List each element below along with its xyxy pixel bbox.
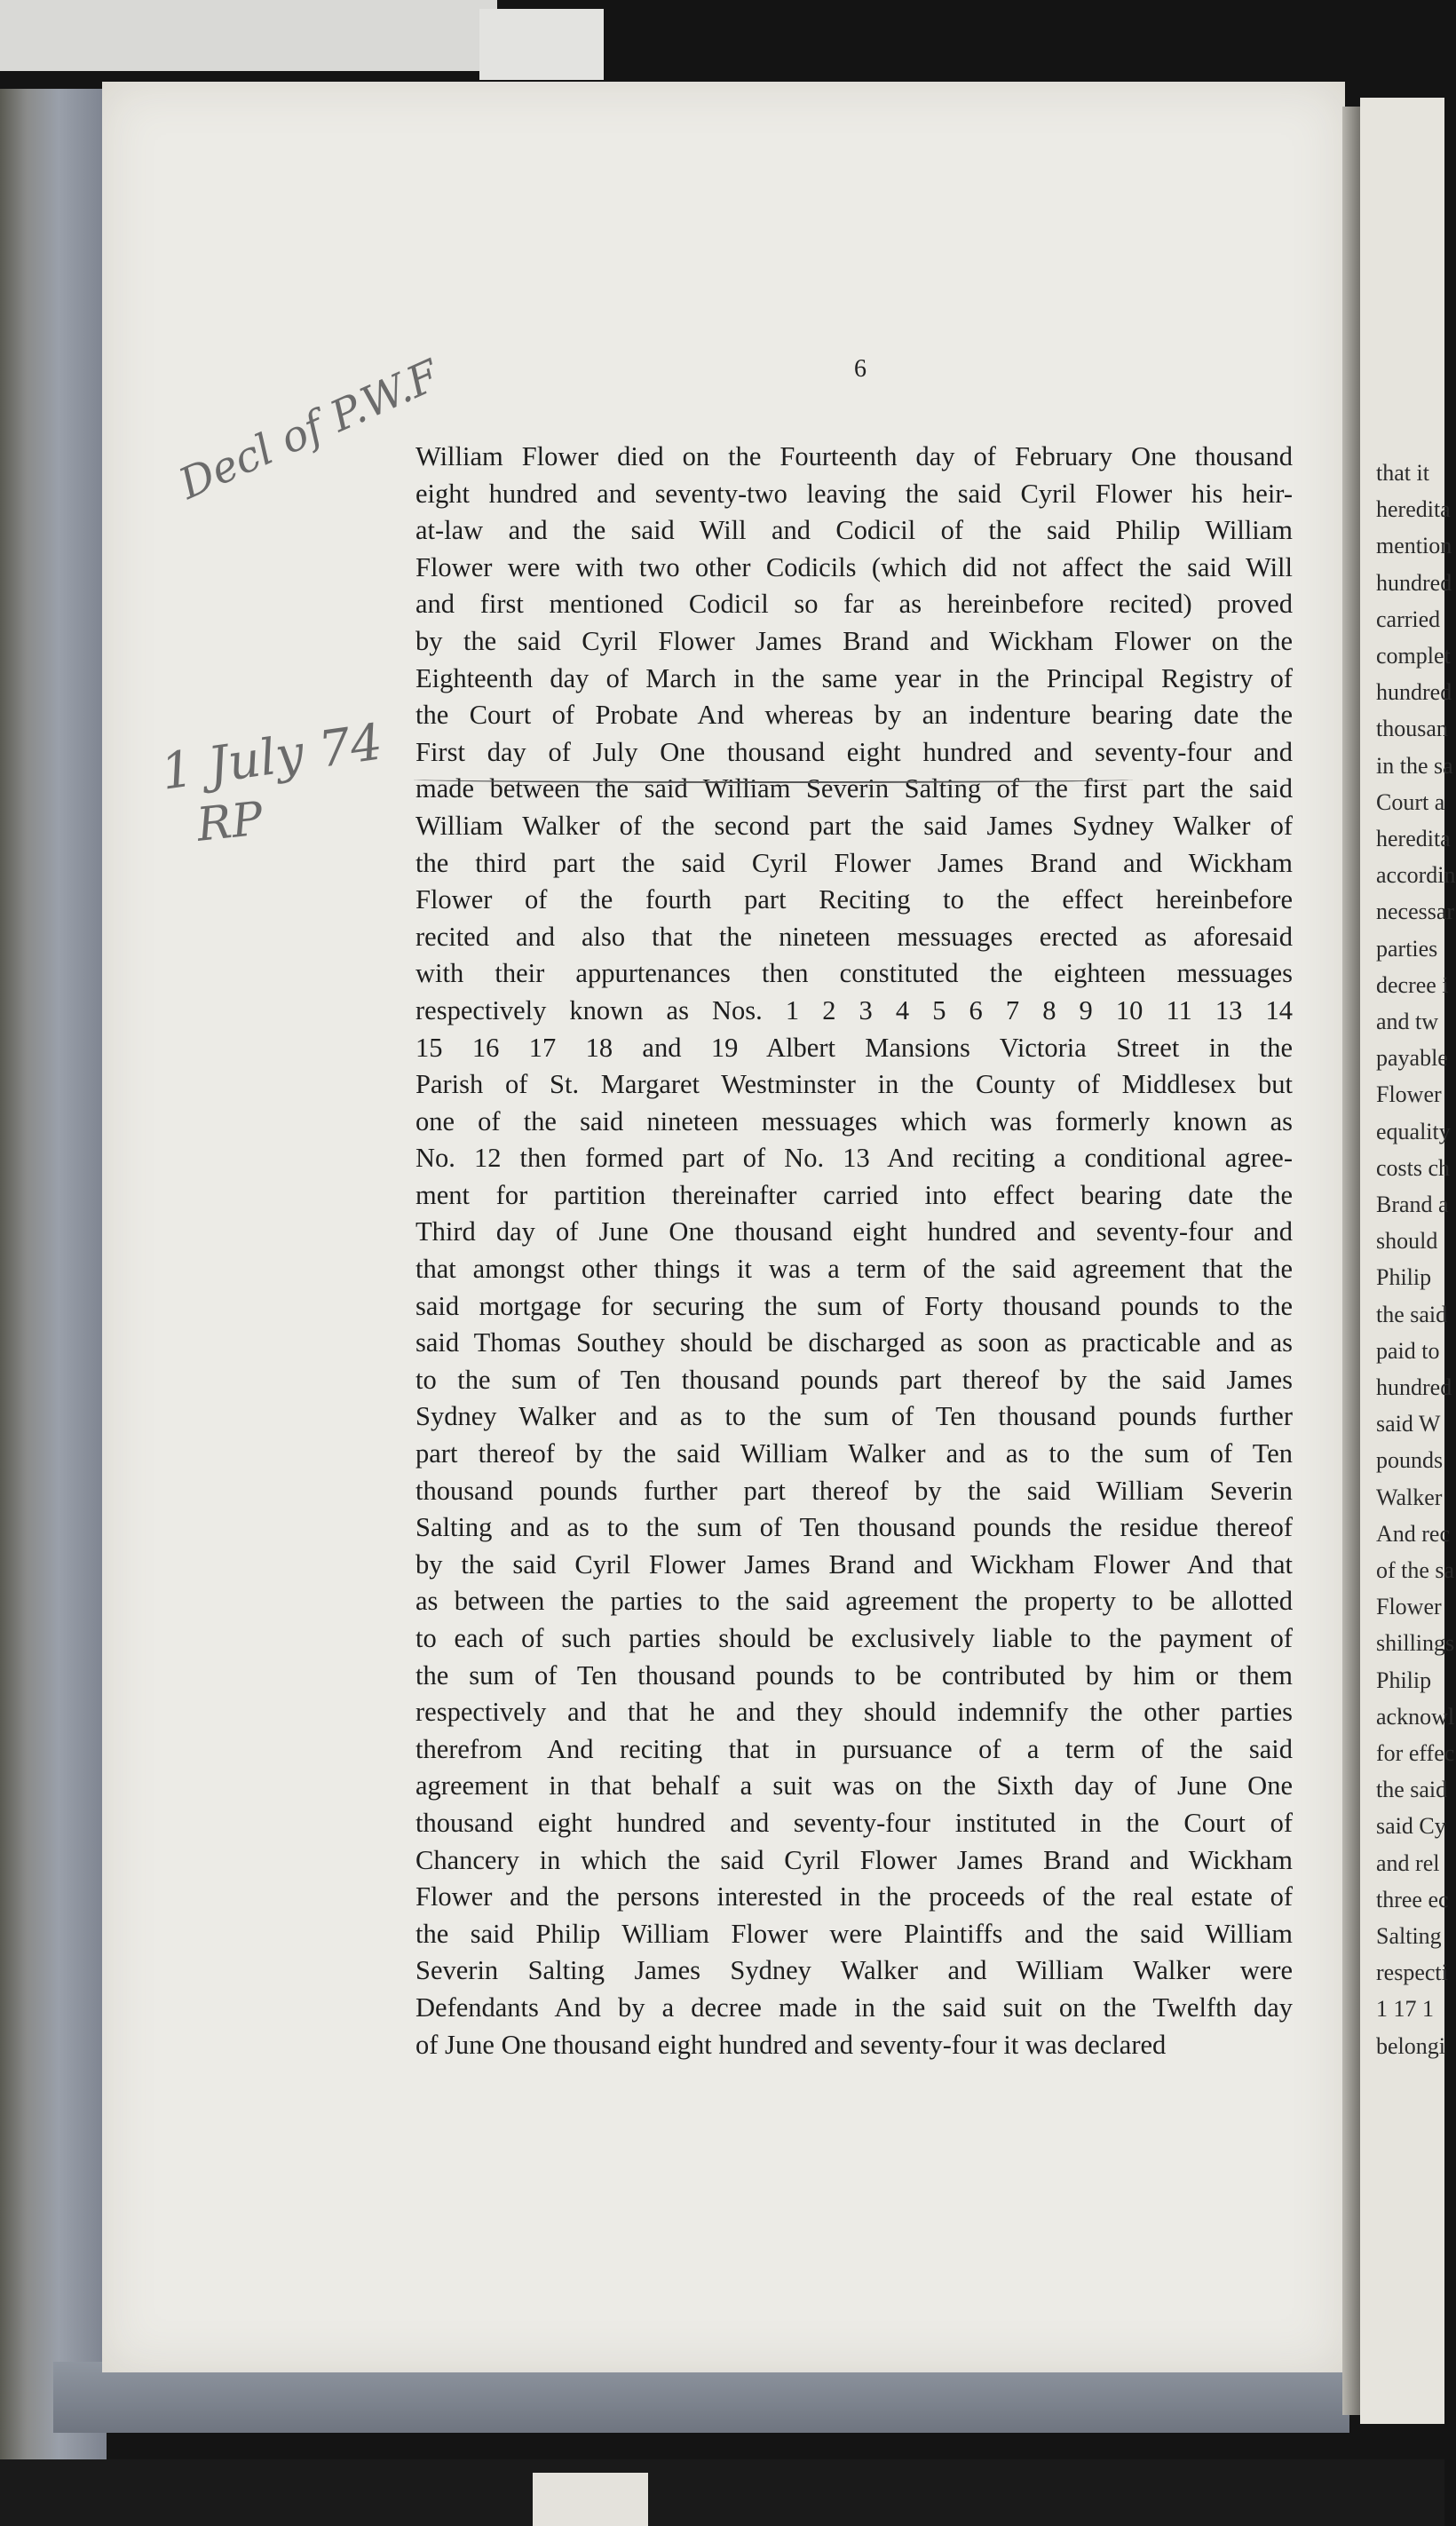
page-number: 6 (854, 355, 866, 383)
facing-page-line: Walker (1376, 1484, 1443, 1510)
facing-page-line: pounds (1376, 1447, 1444, 1474)
facing-page-line: carried (1376, 606, 1441, 632)
facing-page-line: the said (1376, 1777, 1448, 1803)
facing-page-line: paid to (1376, 1337, 1440, 1364)
text-line: No. 12 then formed part of No. 13 And reciting a conditional agree- (415, 1143, 1293, 1174)
facing-page-line: should (1376, 1228, 1438, 1255)
text-line: recited and also that the nineteen messuages erected as aforesaid (415, 921, 1293, 952)
facing-page-line: Court a (1376, 788, 1445, 815)
text-line: Eighteenth day of March in the same year in the Principal Registry of (415, 662, 1293, 693)
text-line: William Walker of the second part the said James Sydney Walker of (415, 810, 1293, 841)
scanner-bed (0, 2459, 1444, 2526)
facing-page-line: and tw (1376, 1009, 1439, 1034)
text-line: First day of July One thousand eight hundred and seventy-four and (415, 736, 1293, 767)
text-line: to each of such parties should be exclusively liable to the payment of (415, 1623, 1293, 1653)
scan-tab (479, 9, 604, 80)
text-line: Defendants And by a decree made in the said suit on the Twelfth day (415, 1992, 1293, 2023)
facing-page-line: for effec (1376, 1740, 1455, 1766)
facing-page-line: in the sa (1376, 752, 1453, 779)
text-line: said Thomas Southey should be discharged as soon as practicable and as (415, 1327, 1293, 1358)
facing-page-line: necessar (1376, 899, 1455, 925)
facing-page-line: 1 17 1 (1376, 1996, 1434, 2023)
text-line: by the said Cyril Flower James Brand and Wickham Flower on the (415, 625, 1293, 656)
facing-page-line: hundred (1376, 679, 1452, 706)
facing-page-line: And rec (1376, 1520, 1451, 1547)
facing-page-line: the said (1376, 1301, 1448, 1327)
text-line: and first mentioned Codicil so far as hereinbefore recited) proved (415, 589, 1293, 620)
text-line: at-law and the said Will and Codicil of the said Philip William (415, 515, 1293, 546)
text-line: agreement in that behalf a suit was on the Sixth day of June One (415, 1770, 1293, 1801)
pencil-underline (414, 776, 1133, 783)
text-line: of June One thousand eight hundred and seventy-four it was declared (415, 2029, 1167, 2060)
facing-page-line: mention (1376, 533, 1452, 559)
facing-page-line: complet (1376, 643, 1451, 669)
text-line: Third day of June One thousand eight hundred and seventy-four and (415, 1216, 1293, 1247)
facing-page-line: hundred (1376, 1374, 1452, 1400)
facing-page-line: respecti (1376, 1960, 1448, 1986)
text-line: Salting and as to the sum of Ten thousand pounds the residue thereof (415, 1512, 1293, 1543)
facing-page-line: equality (1376, 1118, 1451, 1144)
facing-page-line: Philip (1376, 1264, 1432, 1291)
gutter-shadow (1342, 107, 1362, 2415)
facing-page-line: Brand a (1376, 1192, 1449, 1217)
facing-page-line: that it (1376, 460, 1429, 486)
page-stack-edge (53, 2362, 1349, 2433)
text-line: Flower and the persons interested in the proceeds of the real estate of (415, 1881, 1293, 1912)
text-line: by the said Cyril Flower James Brand and Wickham Flower And that (415, 1548, 1293, 1580)
facing-page-line: hundred (1376, 569, 1452, 596)
facing-page-line: accordin (1376, 862, 1456, 889)
facing-page-line: costs ch (1376, 1154, 1451, 1181)
text-line: thousand eight hundred and seventy-four instituted in the Court of (415, 1807, 1293, 1838)
text-line: as between the parties to the said agreement the property to be allotted (415, 1586, 1293, 1617)
text-line: Chancery in which the said Cyril Flower James Brand and Wickham (415, 1844, 1293, 1875)
text-line: made between the said William Severin Salting of the first part the said (415, 773, 1293, 804)
text-line: part thereof by the said William Walker and as to the sum of Ten (415, 1438, 1293, 1469)
facing-page-line: parties (1376, 935, 1438, 962)
facing-page-line: shillings (1376, 1630, 1455, 1657)
facing-page-line: belongi (1376, 2032, 1445, 2059)
text-line: to the sum of Ten thousand pounds part thereof by the said James (415, 1364, 1293, 1395)
margin-note-initials: RP (194, 792, 265, 852)
margin-note-decl: Decl of P.W.F (171, 350, 447, 510)
text-line: that amongst other things it was a term of the said agreement that the (415, 1254, 1293, 1285)
text-line: with their appurtenances then constituted the eighteen messuages (415, 958, 1293, 989)
text-line: the Court of Probate And whereas by an indenture bearing date the (415, 700, 1293, 731)
text-line: William Flower died on the Fourteenth day of February One thousand (415, 441, 1293, 471)
text-line: thousand pounds further part thereof by the said William Severin (415, 1475, 1293, 1506)
text-line: said mortgage for securing the sum of Forty thousand pounds to the (415, 1290, 1293, 1321)
facing-page-line: said Cy (1376, 1813, 1446, 1840)
facing-page-line: said W (1376, 1411, 1441, 1437)
facing-page-line: thousan (1376, 716, 1448, 742)
text-line: the third part the said Cyril Flower James Brand and Wickham (415, 847, 1293, 878)
facing-page-line: Philip (1376, 1667, 1432, 1693)
text-line: Sydney Walker and as to the sum of Ten thousand pounds further (415, 1401, 1293, 1432)
text-line: the sum of Ten thousand pounds to be contributed by him or them (415, 1659, 1293, 1691)
facing-page-fragment (1360, 98, 1456, 2424)
text-line: Flower of the fourth part Reciting to the effect hereinbefore (415, 884, 1293, 915)
facing-page-line: and rel (1376, 1849, 1440, 1876)
facing-page-line: Flower (1376, 1081, 1442, 1108)
text-line: 15 16 17 18 and 19 Albert Mansions Victoria Street in the (415, 1032, 1293, 1063)
text-line: therefrom And reciting that in pursuance of a term of the said (415, 1733, 1293, 1764)
text-line: Severin Salting James Sydney Walker and William Walker were (415, 1955, 1293, 1986)
facing-page-line: acknowl (1376, 1703, 1455, 1730)
facing-page-line: heredita (1376, 496, 1451, 523)
facing-page-line: of the sa (1376, 1557, 1455, 1583)
text-line: respectively known as Nos. 1 2 3 4 5 6 7 8 9 10 11 13 14 (415, 994, 1293, 1025)
facing-page-line: Flower (1376, 1594, 1442, 1620)
folded-sheet-top (0, 0, 497, 71)
page-body-text (415, 439, 1293, 2063)
facing-page-line: decree i (1376, 971, 1449, 998)
facing-page-line: payable (1376, 1045, 1448, 1072)
text-line: Flower were with two other Codicils (which did not affect the said Will (415, 551, 1293, 582)
text-line: respectively and that he and they should indemnify the other parties (415, 1697, 1293, 1728)
scan-card (533, 2473, 648, 2526)
text-line: the said Philip William Flower were Plaintiffs and the said William (415, 1918, 1293, 1949)
facing-page-line: Salting (1376, 1923, 1442, 1949)
text-line: ment for partition thereinafter carried into effect bearing date the (415, 1179, 1293, 1210)
margin-note-date: 1 July 74 (157, 713, 386, 802)
text-line: Parish of St. Margaret Westminster in the County of Middlesex but (415, 1069, 1293, 1100)
facing-page-line: heredita (1376, 826, 1451, 851)
text-line: one of the said nineteen messuages which was formerly known as (415, 1105, 1293, 1136)
book-binding (0, 89, 107, 2459)
text-line: eight hundred and seventy-two leaving the said Cyril Flower his heir- (415, 478, 1293, 509)
facing-page-line: three ec (1376, 1886, 1449, 1912)
